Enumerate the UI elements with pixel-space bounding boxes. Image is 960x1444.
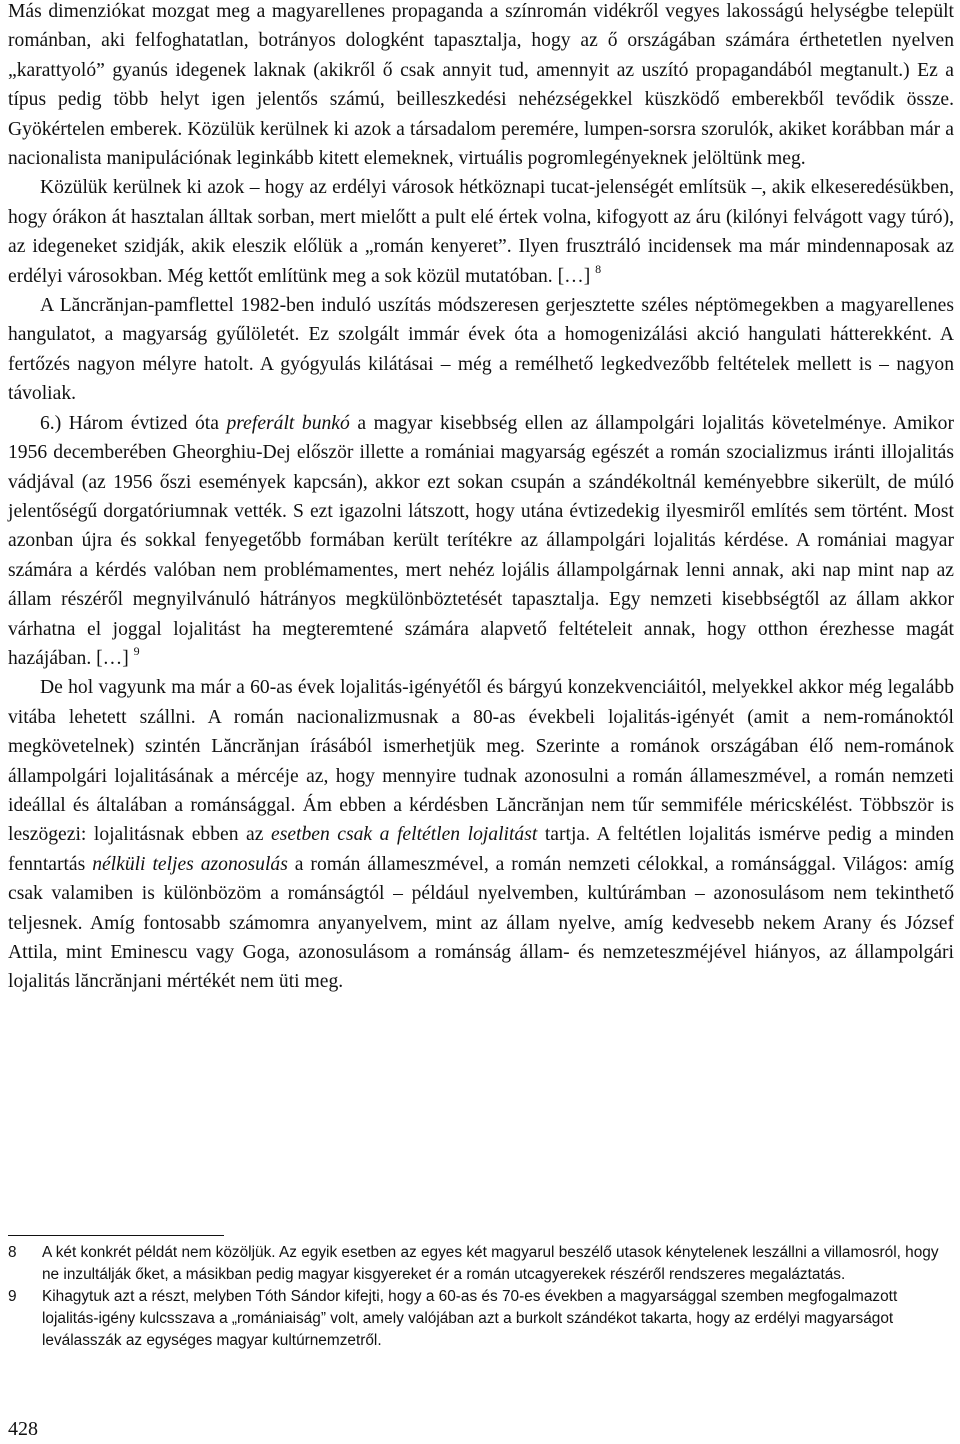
- page-content: [8, 0, 954, 997]
- footnote-reference: 8: [595, 261, 602, 276]
- text-run: A Lăncrănjan-pamflettel 1982-ben induló uszítás módszeresen gerjesztette széles néptömegekben a magyarellenes hangulatot, a magyarság gyűlöletét. Ez szolgált immár évek óta a homogenizálási akció hangulati hátterekként. A fertőzés nagyon mélyre hatolt. A gyógyulás kilátásai – még a remélhető legkedvezőbb feltételek mellett is – nagyon távoliak.: [8, 295, 954, 405]
- italic-text: preferált bunkó: [226, 412, 350, 434]
- footnote: [8, 1242, 954, 1286]
- footnote-number: 9: [8, 1288, 17, 1305]
- footnote-divider: [8, 1235, 224, 1236]
- text-run: a román állameszmével, a román nemzeti célokkal, a románsággal. Világos: amíg csak valamiben is különbözöm a románságtól – például nyelvemben, kultúrámban – azonosulásom nem tekinthető teljesnek. Amíg fontosabb számomra anyanyelvem, mint az állam nyelve, amíg kedvesebb nekem Arany és József Attila, mint Eminescu vagy Goga, azonosulásom a románság állam- és nemzeteszméjével hiányos, az állampolgári lojalitás lăncrănjani mértékét nem üti meg.: [8, 853, 954, 993]
- page-number: 428: [8, 1418, 38, 1440]
- footnote-reference: 9: [133, 643, 140, 658]
- footnote: [8, 1286, 954, 1352]
- footnote-text: Kihagytuk azt a részt, melyben Tóth Sándor kifejti, hogy a 60-as és 70-es években a magyarsággal szemben megfogalmazott lojalitás-igény kulcsszava a „romániaiság” volt, amely valójában azt a burkolt szándékot takarta, hogy az erdélyi magyarságot leválasszák az egységes magyar kultúrnemzetről.: [42, 1288, 898, 1349]
- italic-text: nélküli teljes azonosulás: [92, 853, 288, 875]
- italic-text: esetben csak a feltétlen lojalitást: [271, 824, 538, 846]
- text-run: a magyar kisebbség ellen az állampolgári lojalitás követelménye. Amikor 1956 decemberében Gheorghiu-Dej először illette a romániai magyarság egészét a román szocializmus iránti illojalitás vádjával (az 1956 őszi események kapcsán), akkor ezt sokan csupán a szándékoltnál keményebbre sikerült, de múló jelentőségű dorgatóriumnak vették. S ezt igazolni látszott, hogy utána évtizedekig ilyesmiről említés sem történt. Most azonban újra és sokkal fenyegetőbb formában került terítékre az állampolgári lojalitás kérdése. A romániai magyar számára a kérdés valóban nem problémamentes, mert nehéz lojális állampolgárnak lenni annak, aki nap mint nap az állam részéről megnyilvánuló hátrányos megkülönböztetését tapasztalja. Egy nemzeti kisebbségtől az állam akkor várhatna el joggal lojalitást ha megteremtené számára alapvető feltételeit annak, hogy otthon érezhesse magát hazájában. […]: [8, 412, 954, 669]
- paragraph: [8, 409, 954, 674]
- text-run: tartja. A feltétlen lojalitás ismérve pedig a minden fenntartás: [8, 824, 954, 875]
- paragraph: [8, 291, 954, 409]
- footnotes: [8, 1242, 954, 1352]
- text-run: Más dimenziókat mozgat meg a magyarellenes propaganda a színromán vidékről vegyes lakosságú helységbe települt románban, aki felfoghatatlan, botrányos dologként tapasztalja, hogy az ő országában számára érthetetlen nyelven „karattyoló” gyanús idegenek laknak (akikről ő csak annyit tud, amennyit az uszító propagandából megtanult.) Ez a típus pedig több helyt igen jelentős számú, beilleszkedési nehézségekkel küszködő emberekből tevődik össze. Gyökértelen emberek. Közülük kerülnek ki azok a társadalom peremére, lumpen-sorsra szorulók, akiket korábban már a nacionalista manipulációnak leginkább kitett elemeknek, virtuális pogromlegényeknek jelöltünk meg.: [8, 1, 954, 170]
- text-run: Közülük kerülnek ki azok – hogy az erdélyi városok hétköznapi tucat-jelenségét említsük –, akik elkeseredésükben, hogy órákon át hasztalan álltak sorban, mert mielőtt a pult elé értek volna, kifogyott az áru (kilónyi felvágott vagy túró), az idegeneket szidják, akik eleszik előlük a „román kenyeret”. Ilyen frusztráló incidensek ma már mindennaposak az erdélyi városokban. Még kettőt említünk meg a sok közül mutatóban. […]: [8, 177, 954, 287]
- main-text: [8, 0, 954, 997]
- footnote-number: 8: [8, 1244, 17, 1261]
- footnote-text: A két konkrét példát nem közöljük. Az egyik esetben az egyes két magyarul beszélő utasok kénytelenek leszállni a villamosról, hogy ne inzultálják őket, a másikban pedig magyar kisgyereket ér a román utcagyerekek részéről rendszeres megaláztatás.: [42, 1244, 939, 1283]
- paragraph: [8, 673, 954, 996]
- paragraph: [8, 0, 954, 173]
- paragraph: [8, 173, 954, 291]
- text-run: 6.) Három évtized óta: [40, 412, 227, 434]
- text-run: De hol vagyunk ma már a 60-as évek lojalitás-igényétől és bárgyú konzekvenciáitól, melyekkel akkor még legalább vitába lehetett szállni. A román nacionalizmusnak a 80-as évekbeli lojalitás-igényét (amit a nem-románoktól megkövetelnek) szintén Lăncrănjan írásából ismerhetjük meg. Szerinte a románok országában élő nem-románok állampolgári lojalitásának a mércéje az, hogy mennyire tudnak azonosulni a román állameszmével, a román nemzeti ideállal és általában a románsággal. Ám ebben a kérdésben Lăncrănjan nem tűr semmiféle méricskélést. Többször is leszögezi: lojalitásnak ebben az: [8, 677, 954, 846]
